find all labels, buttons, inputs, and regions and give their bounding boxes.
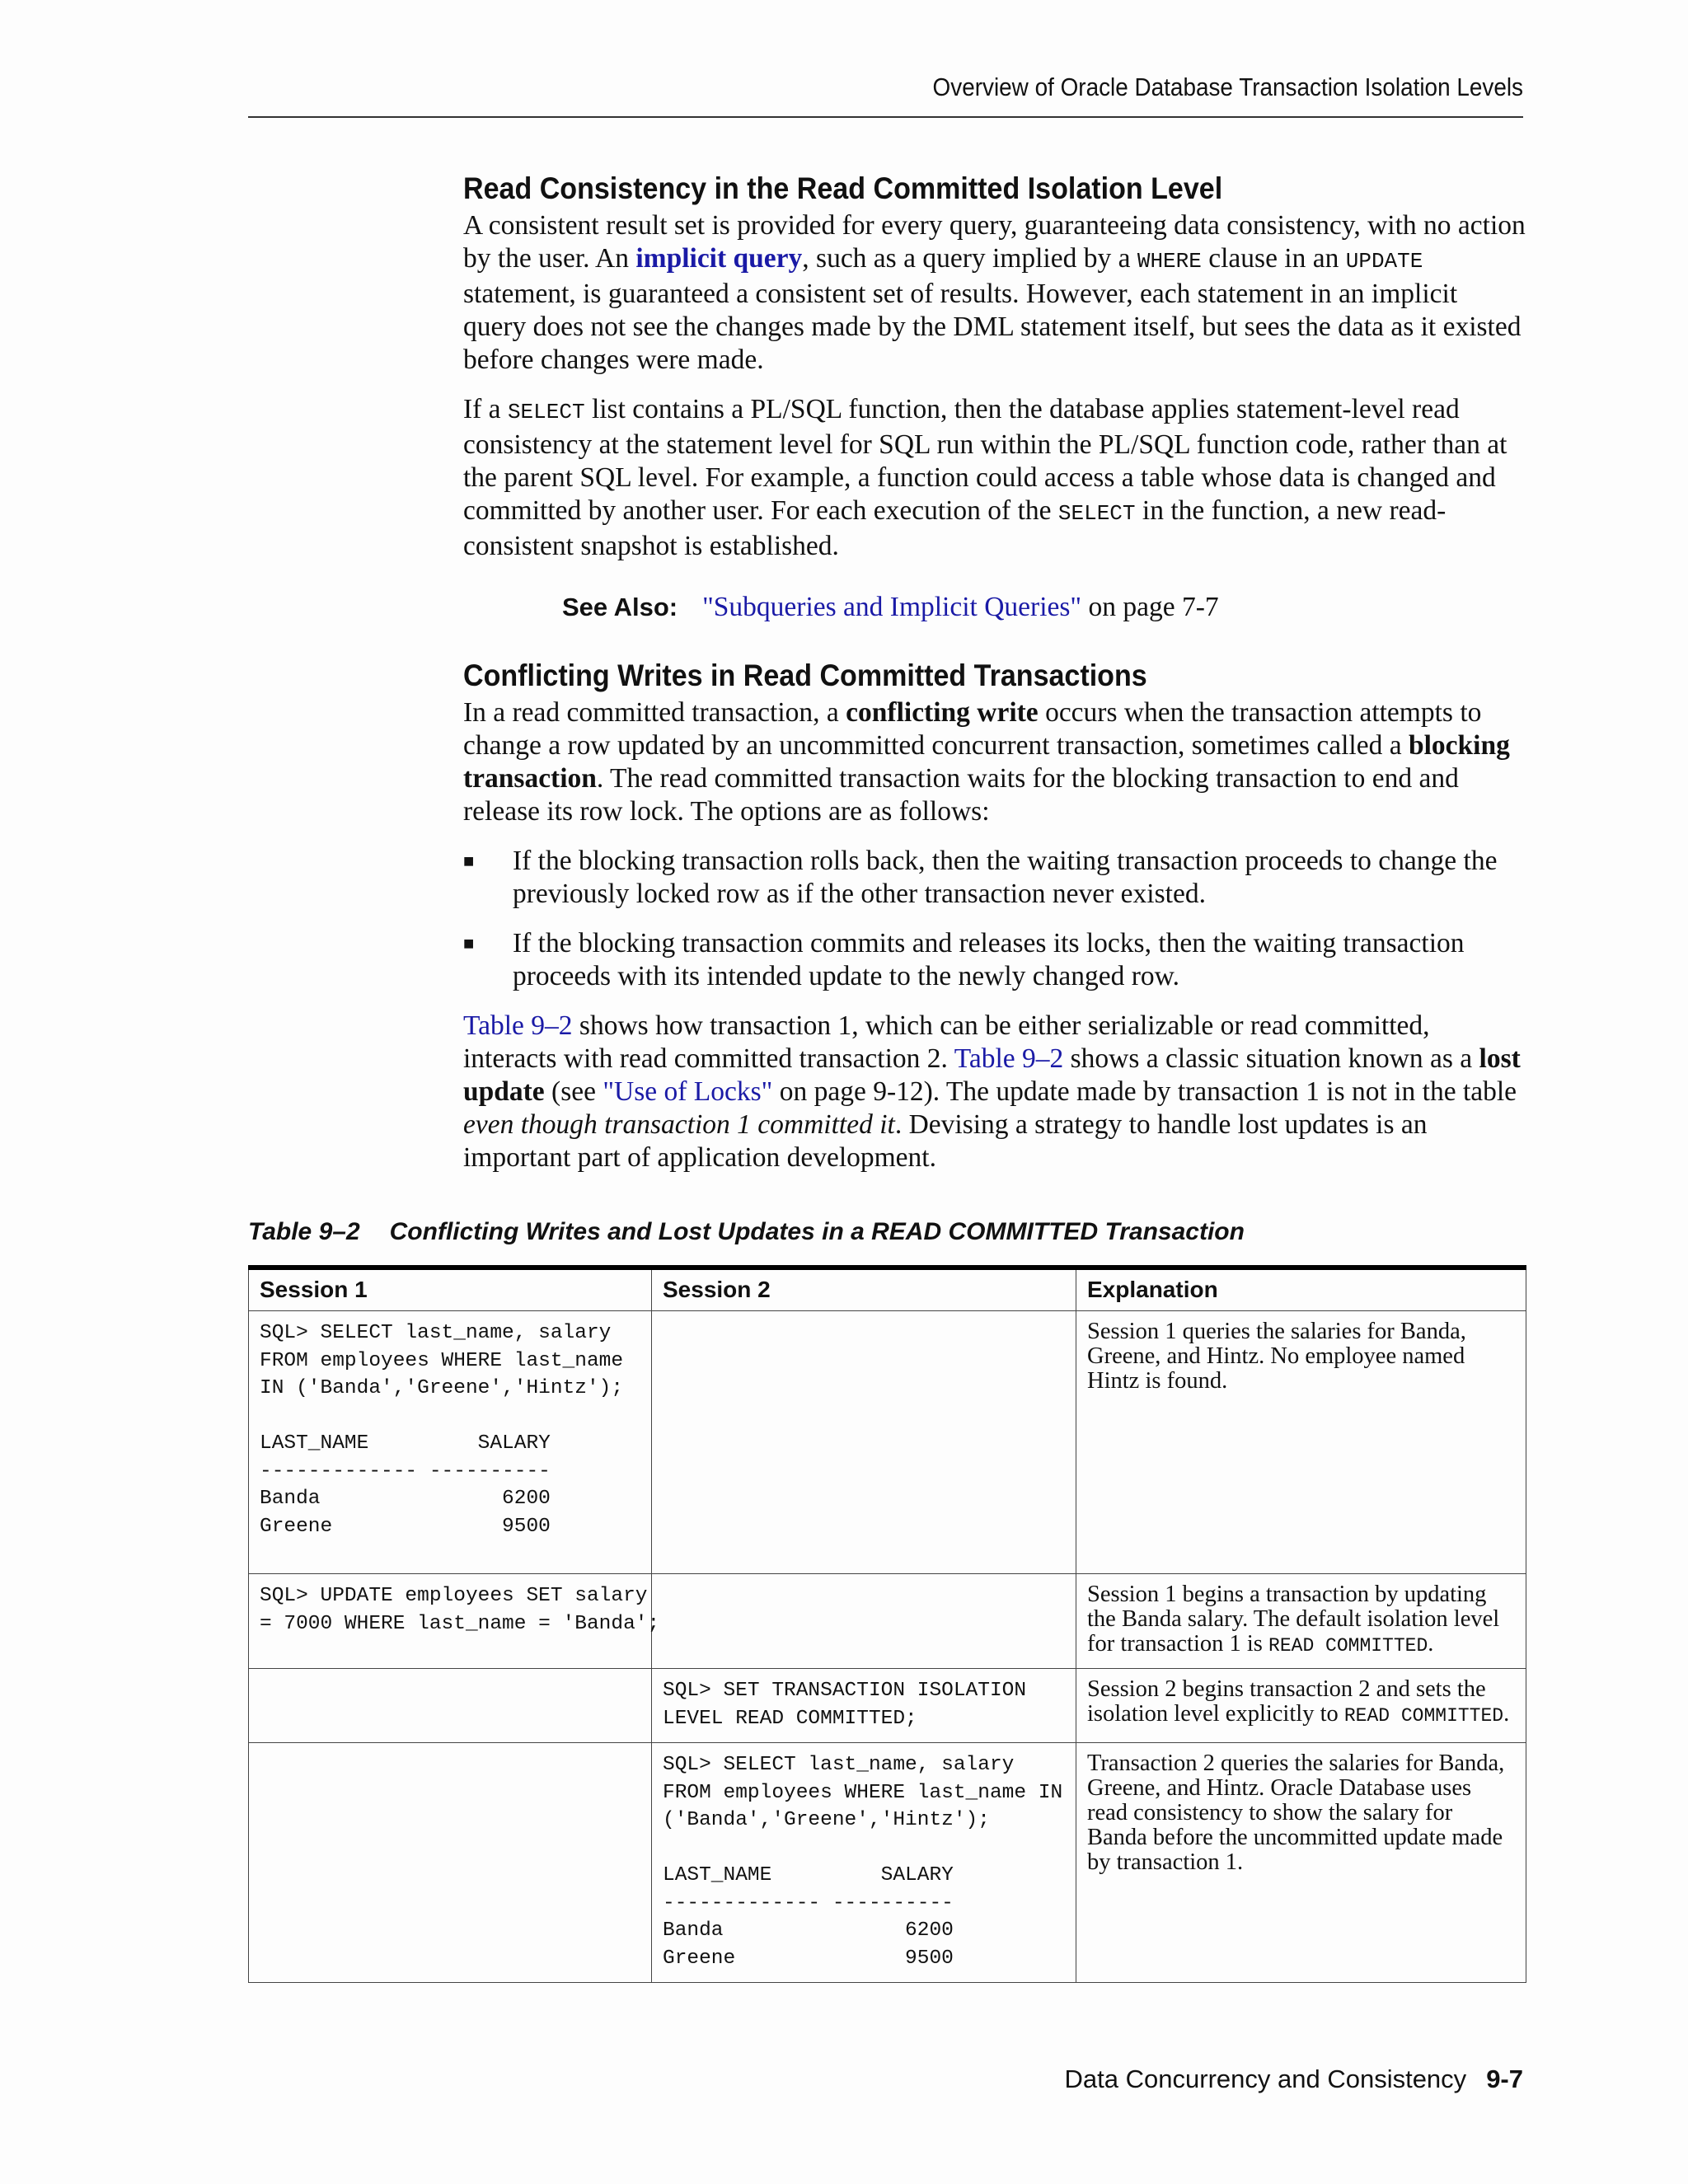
sql-code: SQL> UPDATE employees SET salary = 7000 WHERE last_name = 'Banda'; bbox=[260, 1585, 660, 1635]
column-header-session-2: Session 2 bbox=[652, 1268, 1076, 1311]
text: clause in an bbox=[1201, 243, 1346, 274]
sql-code: SQL> SELECT last_name, salary FROM employees WHERE last_name IN ('Banda','Greene','Hintz'); LAST_NAME SALARY ------------- ---------- Banda 6200 Greene 9500 bbox=[663, 1754, 1063, 1970]
session-1-cell bbox=[249, 1669, 652, 1743]
text: statement, is guaranteed a consistent set of results. However, each statement in an implicit query does not see the changes made by the DML statement itself, but sees the data as it existed before changes were made. bbox=[463, 279, 1522, 375]
explanation-cell bbox=[1076, 1574, 1526, 1669]
text: Session 1 queries the salaries for Banda, Greene, and Hintz. No employee named Hintz is found. bbox=[1087, 1319, 1466, 1394]
code: READ COMMITTED bbox=[1343, 1705, 1504, 1727]
paragraph-conflicting-write bbox=[463, 696, 1526, 828]
table-row bbox=[249, 1311, 1526, 1574]
code-select: SELECT bbox=[507, 400, 585, 424]
running-header: Overview of Oracle Database Transaction Isolation Levels bbox=[932, 73, 1523, 101]
use-of-locks-link[interactable]: "Use of Locks" bbox=[603, 1076, 773, 1107]
see-also-page-ref: on page 7-7 bbox=[1081, 592, 1219, 622]
table-row bbox=[249, 1574, 1526, 1669]
code-where: WHERE bbox=[1137, 249, 1202, 274]
text: (see bbox=[544, 1076, 603, 1107]
explanation-cell bbox=[1076, 1669, 1526, 1743]
explanation-text bbox=[1087, 1751, 1515, 1877]
page-number: 9-7 bbox=[1486, 2064, 1523, 2093]
section-heading-conflicting-writes: Conflicting Writes in Read Committed Transactions bbox=[463, 658, 1147, 692]
table-9-2-link[interactable]: Table 9–2 bbox=[463, 1010, 573, 1041]
text: Session 2 begins transaction 2 and sets the isolation level explicitly to bbox=[1087, 1676, 1486, 1727]
code-update: UPDATE bbox=[1345, 249, 1423, 274]
explanation-text bbox=[1087, 1582, 1515, 1658]
explanation-text bbox=[1087, 1319, 1515, 1395]
table-row bbox=[249, 1743, 1526, 1983]
text: , such as a query implied by a bbox=[802, 243, 1137, 274]
session-2-cell bbox=[652, 1311, 1076, 1574]
see-also-label: See Also: bbox=[562, 593, 678, 621]
text: A consistent result set is provided for every query, guaranteeing data consistency, with no action by the user. An bbox=[463, 210, 1526, 274]
code: READ COMMITTED bbox=[1268, 1635, 1428, 1657]
sql-code: SQL> SET TRANSACTION ISOLATION LEVEL READ COMMITTED; bbox=[663, 1680, 1027, 1730]
column-header-session-1: Session 1 bbox=[249, 1268, 652, 1311]
session-1-cell bbox=[249, 1311, 652, 1574]
subqueries-link[interactable]: "Subqueries and Implicit Queries" bbox=[702, 592, 1082, 622]
main-content bbox=[463, 171, 1526, 1191]
session-2-cell bbox=[652, 1574, 1076, 1669]
table-9-2-link[interactable]: Table 9–2 bbox=[954, 1043, 1064, 1074]
lost-update-table bbox=[248, 1265, 1526, 1983]
explanation-text bbox=[1087, 1677, 1515, 1728]
list-item bbox=[463, 927, 1526, 993]
text: In a read committed transaction, a bbox=[463, 697, 846, 728]
session-2-cell bbox=[652, 1743, 1076, 1983]
column-header-explanation: Explanation bbox=[1076, 1268, 1526, 1311]
footer-title: Data Concurrency and Consistency bbox=[1064, 2064, 1467, 2093]
bullet-icon: ■ bbox=[463, 851, 475, 871]
paragraph-consistent-result bbox=[463, 209, 1526, 377]
table-row bbox=[249, 1669, 1526, 1743]
session-1-cell bbox=[249, 1743, 652, 1983]
list-item-text: If the blocking transaction commits and releases its locks, then the waiting transaction proceeds with its intended update to the newly changed row. bbox=[513, 928, 1465, 991]
paragraph-plsql-function bbox=[463, 393, 1526, 563]
term-blocking-transaction: blocking transaction bbox=[463, 730, 1510, 794]
term-conflicting-write: conflicting write bbox=[846, 697, 1039, 728]
text: occurs when the transaction attempts to change a row updated by an uncommitted concurrent transaction, sometimes called a bbox=[463, 697, 1482, 761]
session-2-cell bbox=[652, 1669, 1076, 1743]
text: . bbox=[1428, 1631, 1434, 1657]
page-footer bbox=[1065, 2064, 1523, 2094]
table-caption-number: Table 9–2 bbox=[248, 1218, 360, 1245]
see-also-note bbox=[562, 591, 1526, 624]
explanation-cell bbox=[1076, 1311, 1526, 1574]
sql-code: SQL> SELECT last_name, salary FROM employees WHERE last_name IN ('Banda','Greene','Hintz'); LAST_NAME SALARY ------------- ---------- Banda 6200 Greene 9500 bbox=[260, 1322, 624, 1538]
text: shows a classic situation known as a bbox=[1063, 1043, 1479, 1074]
text: Session 1 begins a transaction by updating the Banda salary. The default isolation level for transaction 1 is bbox=[1087, 1582, 1500, 1657]
list-item-text: If the blocking transaction rolls back, then the waiting transaction proceeds to change the previously locked row as if the other transaction never existed. bbox=[513, 846, 1498, 909]
text: on page 9-12). The update made by transaction 1 is not in the table bbox=[772, 1076, 1517, 1107]
text: list contains a PL/SQL function, then the database applies statement-level read consistency at the statement level for SQL run within the PL/SQL function code, rather than at the parent SQL level. For example, a function could access a table whose data is changed and committed by another user. For each execution of the bbox=[463, 394, 1507, 526]
emphasis-text: even though transaction 1 committed it bbox=[463, 1109, 895, 1140]
text: . The read committed transaction waits for the blocking transaction to end and release its row lock. The options are as follows: bbox=[463, 763, 1459, 827]
table-caption bbox=[248, 1218, 1245, 1246]
list-item bbox=[463, 845, 1526, 911]
text: If a bbox=[463, 394, 508, 424]
table-caption-text: Conflicting Writes and Lost Updates in a READ COMMITTED Transaction bbox=[389, 1218, 1245, 1245]
section-heading-read-consistency: Read Consistency in the Read Committed Isolation Level bbox=[463, 171, 1223, 205]
text: in the function, a new read-consistent snapshot is established. bbox=[463, 495, 1447, 561]
options-list bbox=[463, 845, 1526, 993]
header-rule bbox=[248, 116, 1523, 118]
explanation-cell bbox=[1076, 1743, 1526, 1983]
text: . bbox=[1503, 1701, 1510, 1727]
text: shows how transaction 1, which can be either serializable or read committed, interacts with read committed transaction 2. bbox=[463, 1010, 1430, 1074]
table-header-row bbox=[249, 1268, 1526, 1311]
implicit-query-link[interactable]: implicit query bbox=[635, 243, 803, 274]
bullet-icon: ■ bbox=[463, 933, 475, 954]
code-select: SELECT bbox=[1057, 501, 1136, 526]
session-1-cell bbox=[249, 1574, 660, 1669]
text: . Devising a strategy to handle lost updates is an important part of application development. bbox=[463, 1109, 1428, 1173]
term-lost-update: lost update bbox=[463, 1043, 1521, 1107]
text: Transaction 2 queries the salaries for Banda, Greene, and Hintz. Oracle Database uses read consistency to show the salary for Banda before the uncommitted update made by transaction 1. bbox=[1087, 1750, 1505, 1875]
paragraph-lost-update bbox=[463, 1010, 1526, 1174]
